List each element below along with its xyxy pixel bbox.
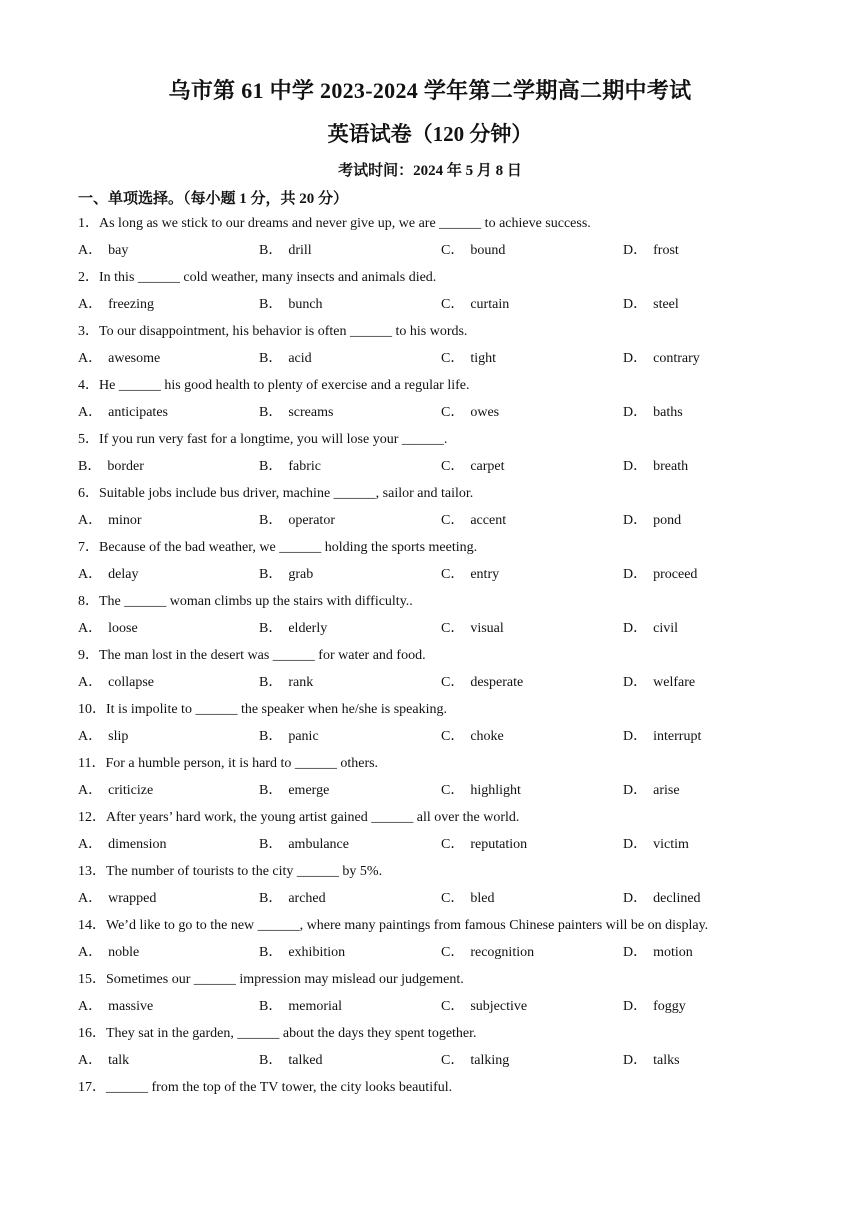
option-letter: B． <box>259 999 283 1014</box>
question-stem: 8．The ______ woman climbs up the stairs with difficulty.. <box>78 594 413 609</box>
question-item <box>78 916 778 970</box>
option-text: talked <box>288 1053 323 1068</box>
option-c <box>441 1051 509 1071</box>
question-stem: 10．It is impolite to ______ the speaker when he/she is speaking. <box>78 702 447 717</box>
option-a <box>78 727 128 747</box>
option-b <box>259 943 345 963</box>
option-row <box>78 997 778 1017</box>
question-item <box>78 214 778 268</box>
option-letter: A． <box>78 783 103 798</box>
option-text: reputation <box>470 837 528 852</box>
option-text: accent <box>470 513 507 528</box>
option-text: carpet <box>470 459 505 474</box>
option-b <box>259 727 319 747</box>
option-text: ambulance <box>288 837 349 852</box>
option-text: foggy <box>653 999 686 1014</box>
option-a <box>78 349 160 369</box>
option-text: slip <box>108 729 129 744</box>
option-text: dimension <box>108 837 167 852</box>
option-d <box>623 835 689 855</box>
option-text: recognition <box>470 945 535 960</box>
option-row <box>78 943 778 963</box>
option-text: motion <box>653 945 693 960</box>
option-text: emerge <box>288 783 330 798</box>
option-letter: B． <box>259 405 283 420</box>
option-text: declined <box>653 891 701 906</box>
option-letter: C． <box>441 891 465 906</box>
option-row <box>78 565 778 585</box>
question-stem: 5．If you run very fast for a longtime, you will lose your ______. <box>78 432 448 447</box>
option-text: talks <box>653 1053 680 1068</box>
option-text: owes <box>470 405 500 420</box>
option-row <box>78 349 778 369</box>
option-letter: A． <box>78 567 103 582</box>
question-stem: 12．After years’ hard work, the young artist gained ______ all over the world. <box>78 810 520 825</box>
option-text: drill <box>288 243 312 258</box>
question-stem: 1．As long as we stick to our dreams and never give up, we are ______ to achieve success. <box>78 216 591 231</box>
option-letter: C． <box>441 837 465 852</box>
question-item <box>78 322 778 376</box>
option-c <box>441 889 494 909</box>
option-b <box>259 511 335 531</box>
option-letter: D． <box>623 675 648 690</box>
option-text: pond <box>653 513 682 528</box>
option-text: arise <box>653 783 680 798</box>
question-item <box>78 970 778 1024</box>
option-text: criticize <box>108 783 154 798</box>
option-row <box>78 781 778 801</box>
option-d <box>623 997 686 1017</box>
option-text: visual <box>470 621 504 636</box>
question-stem: 9．The man lost in the desert was ______ for water and food. <box>78 648 426 663</box>
option-text: arched <box>288 891 326 906</box>
option-letter: A． <box>78 351 103 366</box>
option-letter: D． <box>623 459 648 474</box>
option-c <box>441 457 505 477</box>
option-a <box>78 781 153 801</box>
option-letter: C． <box>441 621 465 636</box>
option-text: bound <box>470 243 506 258</box>
option-row <box>78 241 778 261</box>
option-text: loose <box>108 621 138 636</box>
option-c <box>441 403 499 423</box>
question-stem: 3．To our disappointment, his behavior is often ______ to his words. <box>78 324 468 339</box>
option-letter: B． <box>259 243 283 258</box>
option-c <box>441 781 521 801</box>
option-d <box>623 781 680 801</box>
exam-subtitle: 英语试卷（120 分钟） <box>327 122 533 146</box>
option-letter: B． <box>78 459 102 474</box>
option-text: civil <box>653 621 679 636</box>
option-a <box>78 673 154 693</box>
option-d <box>623 457 688 477</box>
option-text: minor <box>108 513 142 528</box>
option-row <box>78 727 778 747</box>
option-letter: B． <box>259 837 283 852</box>
option-row <box>78 835 778 855</box>
option-letter: C． <box>441 675 465 690</box>
option-c <box>441 943 534 963</box>
option-text: bunch <box>288 297 323 312</box>
question-stem: 14．We’d like to go to the new ______, where many paintings from famous Chinese painters will be on display. <box>78 918 709 933</box>
option-letter: B． <box>259 567 283 582</box>
option-row <box>78 619 778 639</box>
question-stem: 11．For a humble person, it is hard to ______ others. <box>78 756 379 771</box>
option-d <box>623 241 679 261</box>
question-item <box>78 862 778 916</box>
option-row <box>78 295 778 315</box>
option-letter: D． <box>623 405 648 420</box>
option-letter: C． <box>441 351 465 366</box>
option-letter: A． <box>78 675 103 690</box>
option-text: choke <box>470 729 504 744</box>
option-letter: B． <box>259 675 283 690</box>
question-stem: 15．Sometimes our ______ impression may mislead our judgement. <box>78 972 464 987</box>
option-d <box>623 349 700 369</box>
option-letter: C． <box>441 405 465 420</box>
option-text: acid <box>288 351 312 366</box>
option-letter: B． <box>259 459 283 474</box>
option-text: awesome <box>108 351 161 366</box>
option-text: interrupt <box>653 729 702 744</box>
option-text: welfare <box>653 675 696 690</box>
option-c <box>441 619 504 639</box>
option-letter: D． <box>623 999 648 1014</box>
option-d <box>623 295 679 315</box>
option-text: screams <box>288 405 334 420</box>
option-d <box>623 727 701 747</box>
option-row <box>78 673 778 693</box>
option-text: border <box>107 459 144 474</box>
option-letter: C． <box>441 297 465 312</box>
option-letter: A． <box>78 945 103 960</box>
option-row <box>78 889 778 909</box>
option-letter: B． <box>259 783 283 798</box>
option-letter: A． <box>78 891 103 906</box>
option-c <box>441 349 496 369</box>
option-b <box>259 241 312 261</box>
option-letter: C． <box>441 999 465 1014</box>
option-text: anticipates <box>108 405 168 420</box>
option-letter: A． <box>78 243 103 258</box>
option-c <box>441 295 509 315</box>
option-text: rank <box>288 675 314 690</box>
question-item <box>78 754 778 808</box>
option-letter: D． <box>623 297 648 312</box>
option-text: exhibition <box>288 945 346 960</box>
option-letter: A． <box>78 729 103 744</box>
option-letter: A． <box>78 999 103 1014</box>
option-a <box>78 241 128 261</box>
option-b <box>259 997 342 1017</box>
option-row <box>78 511 778 531</box>
option-letter: B． <box>259 351 283 366</box>
option-letter: A． <box>78 837 103 852</box>
option-letter: D． <box>623 351 648 366</box>
option-text: panic <box>288 729 319 744</box>
question-item <box>78 808 778 862</box>
option-letter: D． <box>623 783 648 798</box>
option-letter: D． <box>623 243 648 258</box>
option-text: highlight <box>470 783 521 798</box>
option-text: victim <box>653 837 689 852</box>
option-b <box>259 889 326 909</box>
question-item <box>78 700 778 754</box>
option-text: fabric <box>288 459 321 474</box>
option-letter: C． <box>441 1053 465 1068</box>
option-letter: C． <box>441 513 465 528</box>
option-letter: D． <box>623 891 648 906</box>
option-d <box>623 565 697 585</box>
question-item <box>78 376 778 430</box>
option-text: contrary <box>653 351 700 366</box>
option-text: operator <box>288 513 335 528</box>
option-b <box>259 403 333 423</box>
option-b <box>259 619 327 639</box>
question-item <box>78 430 778 484</box>
option-letter: A． <box>78 1053 103 1068</box>
option-text: bay <box>108 243 129 258</box>
question-item <box>78 592 778 646</box>
question-list <box>78 214 778 1132</box>
option-letter: D． <box>623 621 648 636</box>
option-text: grab <box>288 567 314 582</box>
question-item <box>78 1024 778 1078</box>
option-c <box>441 727 504 747</box>
option-text: collapse <box>108 675 154 690</box>
option-text: talking <box>470 1053 510 1068</box>
option-d <box>623 889 701 909</box>
option-d <box>623 1051 680 1071</box>
option-letter: A． <box>78 513 103 528</box>
option-text: wrapped <box>108 891 157 906</box>
option-row <box>78 1051 778 1071</box>
option-text: freezing <box>108 297 154 312</box>
option-letter: A． <box>78 405 103 420</box>
option-b <box>259 349 312 369</box>
option-b <box>259 457 321 477</box>
option-a <box>78 565 138 585</box>
option-c <box>441 835 527 855</box>
section-title: 一、单项选择。（每小题 1 分，共 20 分） <box>78 191 349 207</box>
option-a <box>78 1051 129 1071</box>
option-text: subjective <box>470 999 528 1014</box>
option-a <box>78 295 154 315</box>
question-item <box>78 1078 778 1132</box>
option-letter: D． <box>623 567 648 582</box>
option-letter: C． <box>441 459 465 474</box>
option-row <box>78 457 778 477</box>
option-text: steel <box>653 297 679 312</box>
option-letter: B． <box>259 297 283 312</box>
question-stem: 17．______ from the top of the TV tower, the city looks beautiful. <box>78 1080 453 1095</box>
option-text: talk <box>108 1053 130 1068</box>
option-b <box>259 565 313 585</box>
option-letter: D． <box>623 729 648 744</box>
option-text: noble <box>108 945 140 960</box>
option-text: delay <box>108 567 139 582</box>
option-text: desperate <box>470 675 524 690</box>
option-letter: C． <box>441 783 465 798</box>
option-a <box>78 511 142 531</box>
option-letter: B． <box>259 1053 283 1068</box>
option-b <box>259 781 329 801</box>
option-b <box>259 295 323 315</box>
option-d <box>623 619 678 639</box>
option-text: baths <box>653 405 683 420</box>
question-stem: 6．Suitable jobs include bus driver, machine ______, sailor and tailor. <box>78 486 474 501</box>
option-a <box>78 889 156 909</box>
option-letter: D． <box>623 1053 648 1068</box>
question-stem: 7．Because of the bad weather, we ______ holding the sports meeting. <box>78 540 478 555</box>
option-a <box>78 997 153 1017</box>
option-letter: D． <box>623 945 648 960</box>
option-c <box>441 241 505 261</box>
option-d <box>623 673 695 693</box>
option-letter: D． <box>623 837 648 852</box>
option-text: massive <box>108 999 154 1014</box>
option-text: elderly <box>288 621 328 636</box>
option-b <box>259 673 313 693</box>
option-letter: B． <box>259 891 283 906</box>
option-letter: B． <box>259 945 283 960</box>
option-c <box>441 565 499 585</box>
option-a <box>78 943 139 963</box>
exam-title: 乌市第 61 中学 2023-2024 学年第二学期高二期中考试 <box>168 78 692 103</box>
question-stem: 13．The number of tourists to the city ______ by 5%. <box>78 864 383 879</box>
option-text: proceed <box>653 567 698 582</box>
option-text: tight <box>470 351 497 366</box>
option-text: frost <box>653 243 679 258</box>
question-stem: 16．They sat in the garden, ______ about the days they spent together. <box>78 1026 477 1041</box>
option-letter: A． <box>78 297 103 312</box>
option-text: curtain <box>470 297 510 312</box>
option-letter: B． <box>259 621 283 636</box>
question-stem: 4．He ______ his good health to plenty of exercise and a regular life. <box>78 378 470 393</box>
option-c <box>441 997 527 1017</box>
option-letter: D． <box>623 513 648 528</box>
option-row <box>78 403 778 423</box>
option-d <box>623 403 683 423</box>
option-a <box>78 835 166 855</box>
option-a <box>78 403 168 423</box>
option-a <box>78 457 144 477</box>
option-c <box>441 673 523 693</box>
option-letter: C． <box>441 945 465 960</box>
option-letter: B． <box>259 729 283 744</box>
question-item <box>78 538 778 592</box>
option-text: memorial <box>288 999 342 1014</box>
question-item <box>78 268 778 322</box>
option-c <box>441 511 506 531</box>
option-letter: A． <box>78 621 103 636</box>
option-a <box>78 619 138 639</box>
exam-time: 考试时间：2024 年 5 月 8 日 <box>338 163 522 179</box>
option-text: bled <box>470 891 495 906</box>
option-text: entry <box>470 567 500 582</box>
question-item <box>78 646 778 700</box>
question-stem: 2．In this ______ cold weather, many insects and animals died. <box>78 270 437 285</box>
option-b <box>259 1051 323 1071</box>
option-b <box>259 835 349 855</box>
option-letter: C． <box>441 243 465 258</box>
option-d <box>623 943 693 963</box>
question-item <box>78 484 778 538</box>
option-d <box>623 511 681 531</box>
option-letter: C． <box>441 567 465 582</box>
option-text: breath <box>653 459 689 474</box>
option-letter: C． <box>441 729 465 744</box>
option-letter: B． <box>259 513 283 528</box>
